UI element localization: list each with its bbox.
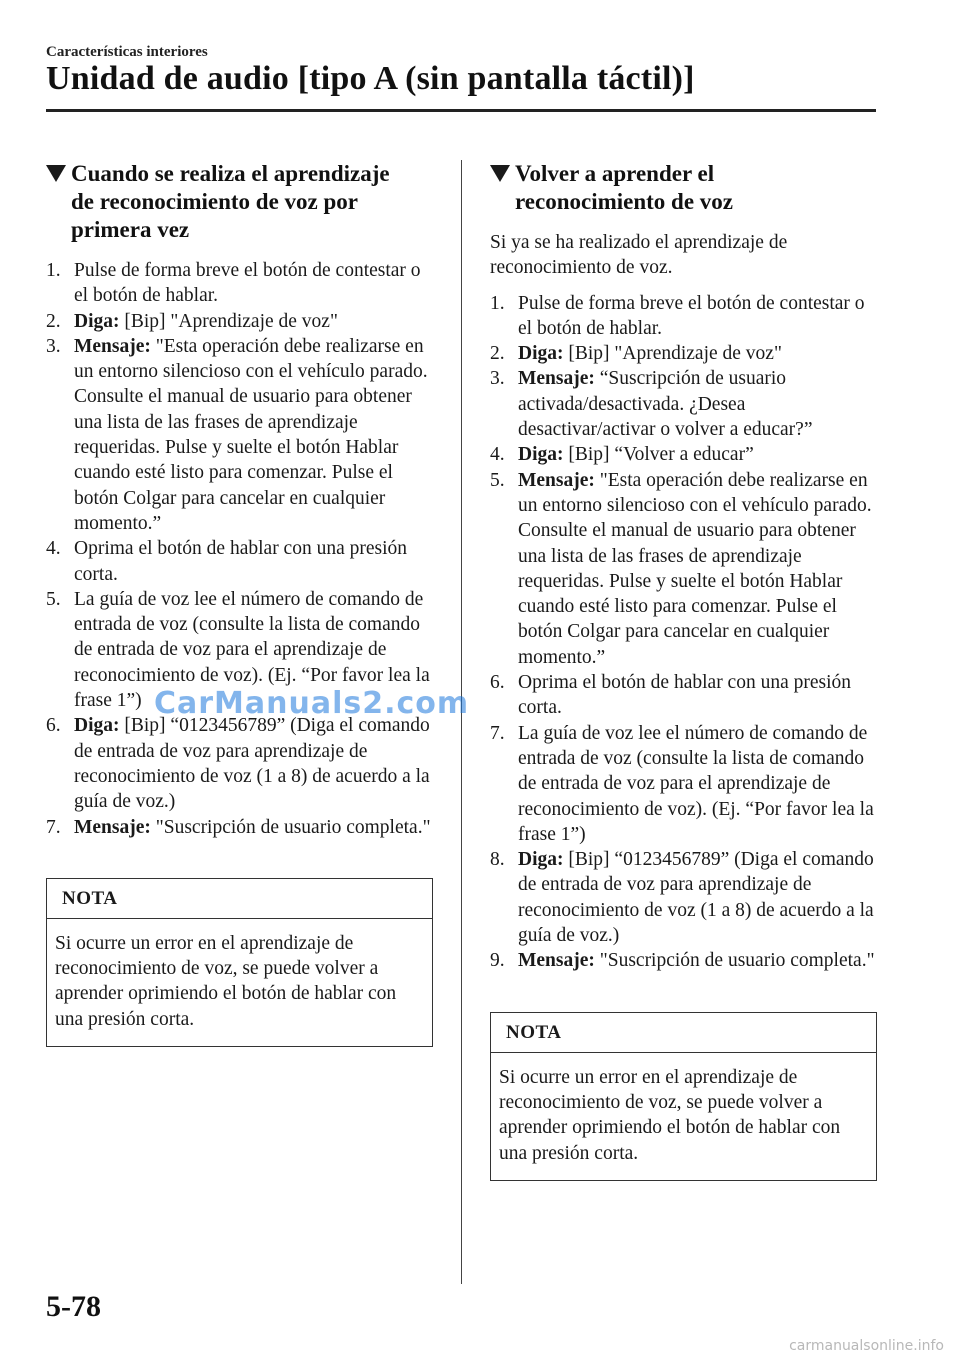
list-item [46, 815, 436, 840]
title-rule [46, 109, 876, 112]
list-item [490, 721, 880, 847]
nota-box [490, 1012, 877, 1181]
step-keyword: Diga: [74, 715, 120, 737]
step-number: 3. [46, 335, 61, 357]
left-column [46, 160, 436, 1047]
step-text: La guía de voz lee el número de comando de entrada de voz (consulte la lista de comando de entrada de voz para el aprendizaje de reconocimiento de voz). (Ej. “Por favor lea la frase 1”) [74, 588, 430, 712]
list-item [490, 670, 880, 721]
right-column [490, 160, 880, 1181]
step-text: "Esta operación debe realizarse en un entorno silencioso con el vehículo parado. Consulte el manual de usuario para obtener una lista de las frases de aprendizaje requeridas. Pulse y suelte el botón Hablar cuando esté listo para comenzar. Pulse el botón Colgar para cancelar en cualquier momento.” [518, 469, 872, 668]
step-text: [Bip] "Aprendizaje de voz" [568, 343, 782, 365]
step-text: Pulse de forma breve el botón de contestar o el botón de hablar. [74, 260, 421, 307]
steps-list-first-time [46, 258, 436, 840]
list-item [46, 713, 436, 814]
heading-line: reconocimiento de voz [515, 189, 734, 214]
step-text: "Esta operación debe realizarse en un entorno silencioso con el vehículo parado. Consulte el manual de usuario para obtener una lista de las frases de aprendizaje requeridas. Pulse y suelte el botón Hablar cuando esté listo para comenzar. Pulse el botón Colgar para cancelar en cualquier momento.” [74, 335, 428, 534]
list-item [490, 442, 880, 467]
step-text: [Bip] “0123456789” (Diga el comando de entrada de voz para aprendizaje de reconocimiento de voz (1 a 8) de acuerdo a la guía de voz.) [518, 849, 874, 947]
triangle-down-icon [490, 165, 510, 182]
step-number: 9. [490, 950, 505, 972]
step-keyword: Mensaje: [518, 368, 595, 390]
step-number: 5. [46, 588, 61, 610]
step-number: 2. [490, 343, 505, 365]
section-heading-relearn [490, 160, 880, 216]
list-item [46, 309, 436, 334]
list-item [46, 536, 436, 587]
step-text: Pulse de forma breve el botón de contestar o el botón de hablar. [518, 292, 865, 339]
section-heading-first-time [46, 160, 436, 244]
list-item [490, 291, 880, 342]
list-item [490, 847, 880, 948]
step-text: Oprima el botón de hablar con una presión corta. [518, 672, 852, 719]
step-text: La guía de voz lee el número de comando de entrada de voz (consulte la lista de comando de entrada de voz para el aprendizaje de reconocimiento de voz). (Ej. “Por favor lea la frase 1”) [518, 722, 874, 845]
step-text: [Bip] “0123456789” (Diga el comando de entrada de voz para aprendizaje de reconocimiento de voz (1 a 8) de acuerdo a la guía de voz.) [74, 715, 430, 813]
step-text: Oprima el botón de hablar con una presión corta. [74, 538, 408, 585]
step-keyword: Mensaje: [518, 469, 595, 491]
nota-text: Si ocurre un error en el aprendizaje de reconocimiento de voz, se puede volver a aprender oprimiendo el botón de hablar con una presión corta. [499, 1066, 841, 1164]
step-keyword: Diga: [518, 444, 564, 466]
list-item [46, 258, 436, 309]
step-keyword: Diga: [518, 849, 564, 871]
list-item [46, 334, 436, 536]
list-item [490, 341, 880, 366]
step-keyword: Diga: [74, 310, 120, 332]
list-item [490, 948, 880, 973]
step-number: 8. [490, 849, 505, 871]
list-item [490, 366, 880, 442]
watermark-link[interactable]: carmanualsonline.info [789, 1338, 944, 1354]
step-keyword: Diga: [518, 343, 564, 365]
breadcrumb: Características interiores [46, 44, 208, 60]
column-divider [461, 160, 462, 1284]
heading-line: de reconocimiento de voz por [71, 189, 359, 214]
step-number: 1. [490, 292, 505, 314]
nota-title: NOTA [47, 879, 432, 919]
step-keyword: Mensaje: [518, 950, 595, 972]
step-text: "Suscripción de usuario completa." [599, 950, 875, 972]
nota-text: Si ocurre un error en el aprendizaje de reconocimiento de voz, se puede volver a aprender oprimiendo el botón de hablar con una presión corta. [55, 932, 397, 1030]
heading-line: Cuando se realiza el aprendizaje [71, 161, 390, 186]
step-keyword: Mensaje: [74, 335, 151, 357]
step-number: 7. [46, 816, 61, 838]
step-text: "Suscripción de usuario completa." [155, 816, 431, 838]
heading-line: primera vez [71, 217, 190, 242]
page-number: 5-78 [46, 1290, 101, 1323]
step-text: “Suscripción de usuario activada/desactivada. ¿Desea desactivar/activar o volver a educar?” [518, 368, 813, 441]
intro-text: Si ya se ha realizado el aprendizaje de reconocimiento de voz. [490, 232, 788, 279]
step-number: 6. [490, 672, 505, 694]
step-keyword: Mensaje: [74, 816, 151, 838]
triangle-down-icon [46, 165, 66, 182]
step-number: 2. [46, 310, 61, 332]
watermark-logo: CarManuals2.com [154, 686, 470, 721]
page-title: Unidad de audio [tipo A (sin pantalla táctil)] [46, 60, 695, 97]
step-number: 3. [490, 368, 505, 390]
list-item [490, 468, 880, 670]
step-text: [Bip] "Aprendizaje de voz" [124, 310, 338, 332]
step-text: [Bip] “Volver a educar” [568, 444, 754, 466]
step-number: 5. [490, 469, 505, 491]
nota-title: NOTA [491, 1013, 876, 1053]
step-number: 6. [46, 715, 61, 737]
steps-list-relearn [490, 291, 880, 974]
nota-box [46, 878, 433, 1047]
step-number: 4. [46, 538, 61, 560]
heading-line: Volver a aprender el [515, 161, 715, 186]
step-number: 4. [490, 444, 505, 466]
step-number: 1. [46, 260, 61, 281]
step-number: 7. [490, 722, 505, 744]
